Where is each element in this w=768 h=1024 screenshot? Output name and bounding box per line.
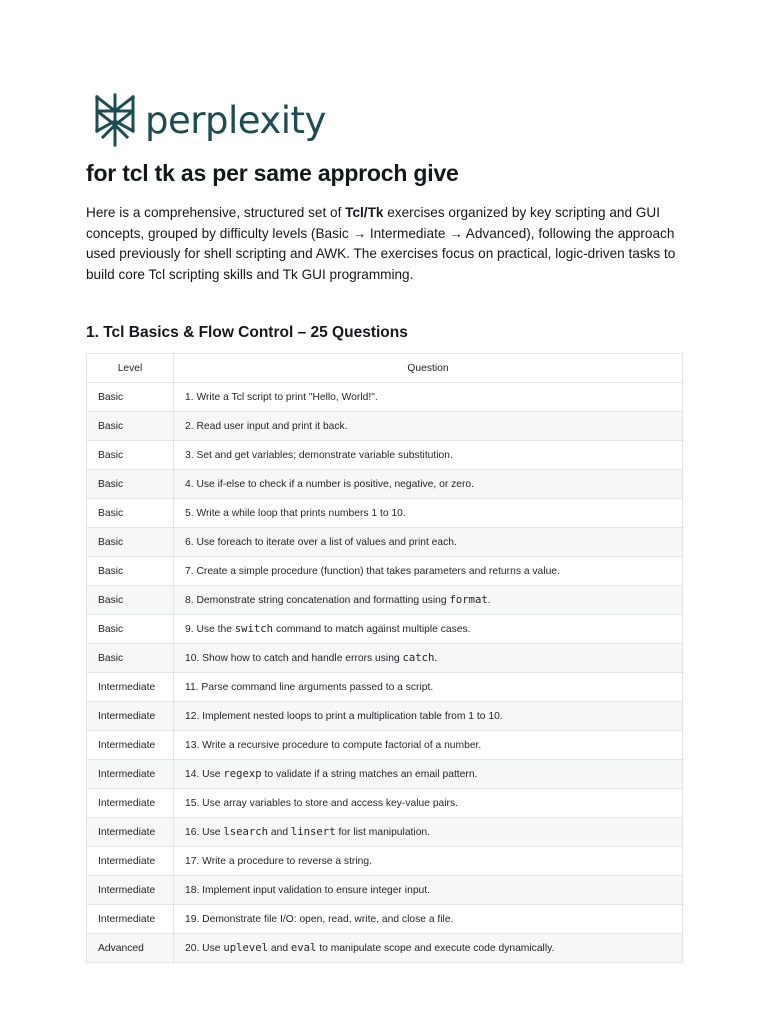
question-cell xyxy=(174,528,683,557)
question-text: and xyxy=(268,827,291,838)
question-text: 11. Parse command line arguments passed to a script. xyxy=(185,681,434,693)
question-text: 13. Write a recursive procedure to compute factorial of a number. xyxy=(185,739,482,751)
perplexity-logo xyxy=(93,93,326,147)
level-cell: Basic xyxy=(87,499,174,528)
table-row xyxy=(87,760,683,789)
table-header-row xyxy=(87,354,683,383)
inline-code: format xyxy=(449,594,488,606)
question-cell xyxy=(174,876,683,905)
question-cell xyxy=(174,847,683,876)
question-text: 7. Create a simple procedure (function) that takes parameters and returns a value. xyxy=(185,565,560,577)
table-row xyxy=(87,383,683,412)
level-cell: Basic xyxy=(87,470,174,499)
intro-paragraph xyxy=(86,203,686,285)
question-text: 9. Use the xyxy=(185,624,235,635)
question-text: to validate if a string matches an email pattern. xyxy=(261,769,478,780)
question-text: 19. Demonstrate file I/O: open, read, write, and close a file. xyxy=(185,913,454,925)
question-cell xyxy=(174,789,683,818)
level-cell: Basic xyxy=(87,528,174,557)
level-cell: Intermediate xyxy=(87,847,174,876)
question-text: 15. Use array variables to store and access key-value pairs. xyxy=(185,797,458,809)
table-row xyxy=(87,586,683,615)
table-body xyxy=(87,383,683,963)
table-row xyxy=(87,673,683,702)
inline-code: regexp xyxy=(223,768,262,780)
column-header-level: Level xyxy=(87,354,174,383)
question-cell xyxy=(174,760,683,789)
question-text: 1. Write a Tcl script to print "Hello, World!". xyxy=(185,391,378,403)
table-row xyxy=(87,847,683,876)
level-cell: Basic xyxy=(87,383,174,412)
inline-code: lsearch xyxy=(223,826,269,838)
question-cell xyxy=(174,673,683,702)
table-row xyxy=(87,470,683,499)
level-cell: Advanced xyxy=(87,934,174,963)
table-row xyxy=(87,441,683,470)
question-text: . xyxy=(434,653,438,664)
table-row xyxy=(87,905,683,934)
perplexity-logo-icon xyxy=(93,93,137,147)
level-cell: Intermediate xyxy=(87,731,174,760)
question-text: 16. Use xyxy=(185,827,224,838)
question-cell xyxy=(174,586,683,615)
level-cell: Basic xyxy=(87,644,174,673)
question-text: 5. Write a while loop that prints numbers 1 to 10. xyxy=(185,507,406,519)
level-cell: Basic xyxy=(87,615,174,644)
table-row xyxy=(87,731,683,760)
question-text: for list manipulation. xyxy=(335,827,431,838)
level-cell: Basic xyxy=(87,557,174,586)
question-text: 10. Show how to catch and handle errors using xyxy=(185,653,403,664)
column-header-question: Question xyxy=(174,354,683,383)
level-cell: Intermediate xyxy=(87,702,174,731)
level-cell: Intermediate xyxy=(87,673,174,702)
intro-suffix: exercises organized by key scripting and GUI concepts, grouped by difficulty levels (Basic → Intermediate → Advanced), following the approach used previously for shell scripting and AWK. The exercises focus on practical, logic-driven tasks to build core Tcl scripting skills and Tk GUI programming. xyxy=(86,205,676,282)
question-cell xyxy=(174,499,683,528)
question-text: 17. Write a procedure to reverse a string. xyxy=(185,855,372,867)
question-cell xyxy=(174,731,683,760)
question-text: 18. Implement input validation to ensure integer input. xyxy=(185,884,430,896)
question-text: 20. Use xyxy=(185,943,224,954)
section-title: 1. Tcl Basics & Flow Control – 25 Questions xyxy=(86,324,408,341)
table-row xyxy=(87,934,683,963)
table-row xyxy=(87,557,683,586)
level-cell: Intermediate xyxy=(87,818,174,847)
questions-table xyxy=(86,353,683,963)
table-row xyxy=(87,876,683,905)
question-cell xyxy=(174,557,683,586)
inline-code: linsert xyxy=(290,826,336,838)
logo-wordmark: perplexity xyxy=(145,98,326,142)
question-text: 2. Read user input and print it back. xyxy=(185,420,348,432)
question-text: and xyxy=(268,943,291,954)
question-text: 8. Demonstrate string concatenation and formatting using xyxy=(185,595,450,606)
level-cell: Basic xyxy=(87,586,174,615)
table-row xyxy=(87,615,683,644)
table-row xyxy=(87,644,683,673)
inline-code: catch xyxy=(402,652,435,664)
table-row xyxy=(87,412,683,441)
page-title: for tcl tk as per same approch give xyxy=(86,160,459,186)
question-text: 6. Use foreach to iterate over a list of values and print each. xyxy=(185,536,457,548)
question-cell xyxy=(174,441,683,470)
inline-code: eval xyxy=(290,942,317,954)
table-row xyxy=(87,528,683,557)
inline-code: switch xyxy=(234,623,274,635)
question-text: 14. Use xyxy=(185,769,224,780)
level-cell: Intermediate xyxy=(87,789,174,818)
question-cell xyxy=(174,702,683,731)
table-row xyxy=(87,789,683,818)
question-text: 12. Implement nested loops to print a multiplication table from 1 to 10. xyxy=(185,710,503,722)
table-row xyxy=(87,818,683,847)
level-cell: Intermediate xyxy=(87,760,174,789)
level-cell: Intermediate xyxy=(87,876,174,905)
level-cell: Intermediate xyxy=(87,905,174,934)
level-cell: Basic xyxy=(87,441,174,470)
question-text: 3. Set and get variables; demonstrate variable substitution. xyxy=(185,449,453,461)
question-cell xyxy=(174,934,683,963)
intro-bold: Tcl/Tk xyxy=(345,205,384,220)
table-row xyxy=(87,702,683,731)
question-text: 4. Use if-else to check if a number is positive, negative, or zero. xyxy=(185,478,475,490)
inline-code: uplevel xyxy=(223,942,269,954)
question-cell xyxy=(174,644,683,673)
question-cell xyxy=(174,615,683,644)
table-row xyxy=(87,499,683,528)
question-cell xyxy=(174,412,683,441)
question-text: to manipulate scope and execute code dynamically. xyxy=(316,943,555,954)
question-cell xyxy=(174,470,683,499)
question-text: command to match against multiple cases. xyxy=(273,624,471,635)
level-cell: Basic xyxy=(87,412,174,441)
question-cell xyxy=(174,818,683,847)
intro-prefix: Here is a comprehensive, structured set of xyxy=(86,205,346,220)
question-cell xyxy=(174,383,683,412)
question-text: . xyxy=(487,595,491,606)
question-cell xyxy=(174,905,683,934)
